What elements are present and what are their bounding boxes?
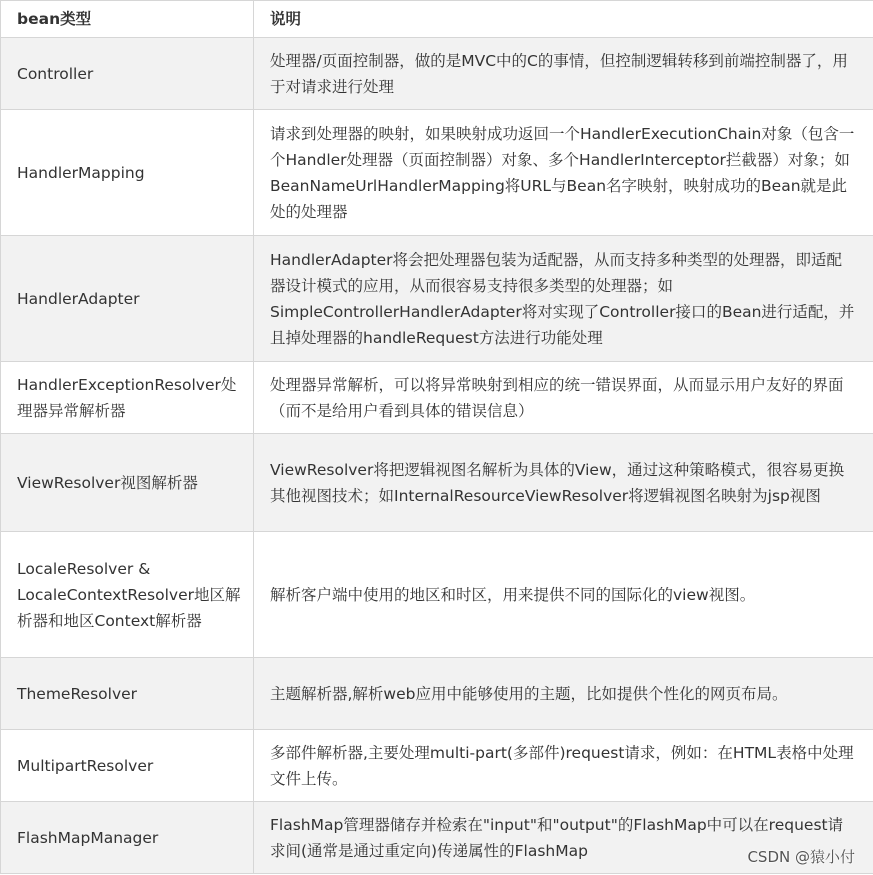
- cell-description: 解析客户端中使用的地区和时区，用来提供不同的国际化的view视图。: [254, 532, 873, 658]
- cell-description: HandlerAdapter将会把处理器包装为适配器，从而支持多种类型的处理器，即适配器设计模式的应用，从而很容易支持很多类型的处理器；如SimpleControllerHandlerAdapter将对实现了Controller接口的Bean进行适配，并且掉处理器的handleRequest方法进行功能处理: [254, 236, 873, 362]
- cell-bean-type: Controller: [1, 38, 254, 110]
- cell-description: ViewResolver将把逻辑视图名解析为具体的View，通过这种策略模式，很容易更换其他视图技术；如InternalResourceViewResolver将逻辑视图名映射为jsp视图: [254, 434, 873, 532]
- cell-bean-type: FlashMapManager: [1, 802, 254, 874]
- cell-description: FlashMap管理器储存并检索在"input"和"output"的FlashMap中可以在request请求间(通常是通过重定向)传递属性的FlashMap: [254, 802, 873, 874]
- table-row: [1, 362, 873, 434]
- cell-description: 请求到处理器的映射，如果映射成功返回一个HandlerExecutionChain对象（包含一个Handler处理器（页面控制器）对象、多个HandlerInterceptor拦截器）对象；如BeanNameUrlHandlerMapping将URL与Bean名字映射，映射成功的Bean就是此处的处理器: [254, 110, 873, 236]
- cell-bean-type: HandlerMapping: [1, 110, 254, 236]
- cell-description: 主题解析器,解析web应用中能够使用的主题，比如提供个性化的网页布局。: [254, 658, 873, 730]
- table-row: [1, 802, 873, 874]
- table-row: [1, 110, 873, 236]
- cell-bean-type: ViewResolver视图解析器: [1, 434, 254, 532]
- cell-bean-type: LocaleResolver & LocaleContextResolver地区解析器和地区Context解析器: [1, 532, 254, 658]
- table-row: [1, 434, 873, 532]
- table-row: [1, 236, 873, 362]
- cell-bean-type: HandlerAdapter: [1, 236, 254, 362]
- table-row: [1, 38, 873, 110]
- cell-bean-type: ThemeResolver: [1, 658, 254, 730]
- cell-bean-type: HandlerExceptionResolver处理器异常解析器: [1, 362, 254, 434]
- table-row: [1, 730, 873, 802]
- table-row: [1, 658, 873, 730]
- cell-description: 多部件解析器,主要处理multi-part(多部件)request请求，例如：在HTML表格中处理文件上传。: [254, 730, 873, 802]
- cell-description: 处理器异常解析，可以将异常映射到相应的统一错误界面，从而显示用户友好的界面（而不是给用户看到具体的错误信息）: [254, 362, 873, 434]
- cell-description: 处理器/页面控制器，做的是MVC中的C的事情，但控制逻辑转移到前端控制器了，用于对请求进行处理: [254, 38, 873, 110]
- header-description: 说明: [254, 1, 873, 38]
- csdn-watermark: CSDN @猿小付: [747, 848, 855, 866]
- header-row: [1, 1, 873, 38]
- table-row: [1, 532, 873, 658]
- header-bean-type: bean类型: [1, 1, 254, 38]
- cell-bean-type: MultipartResolver: [1, 730, 254, 802]
